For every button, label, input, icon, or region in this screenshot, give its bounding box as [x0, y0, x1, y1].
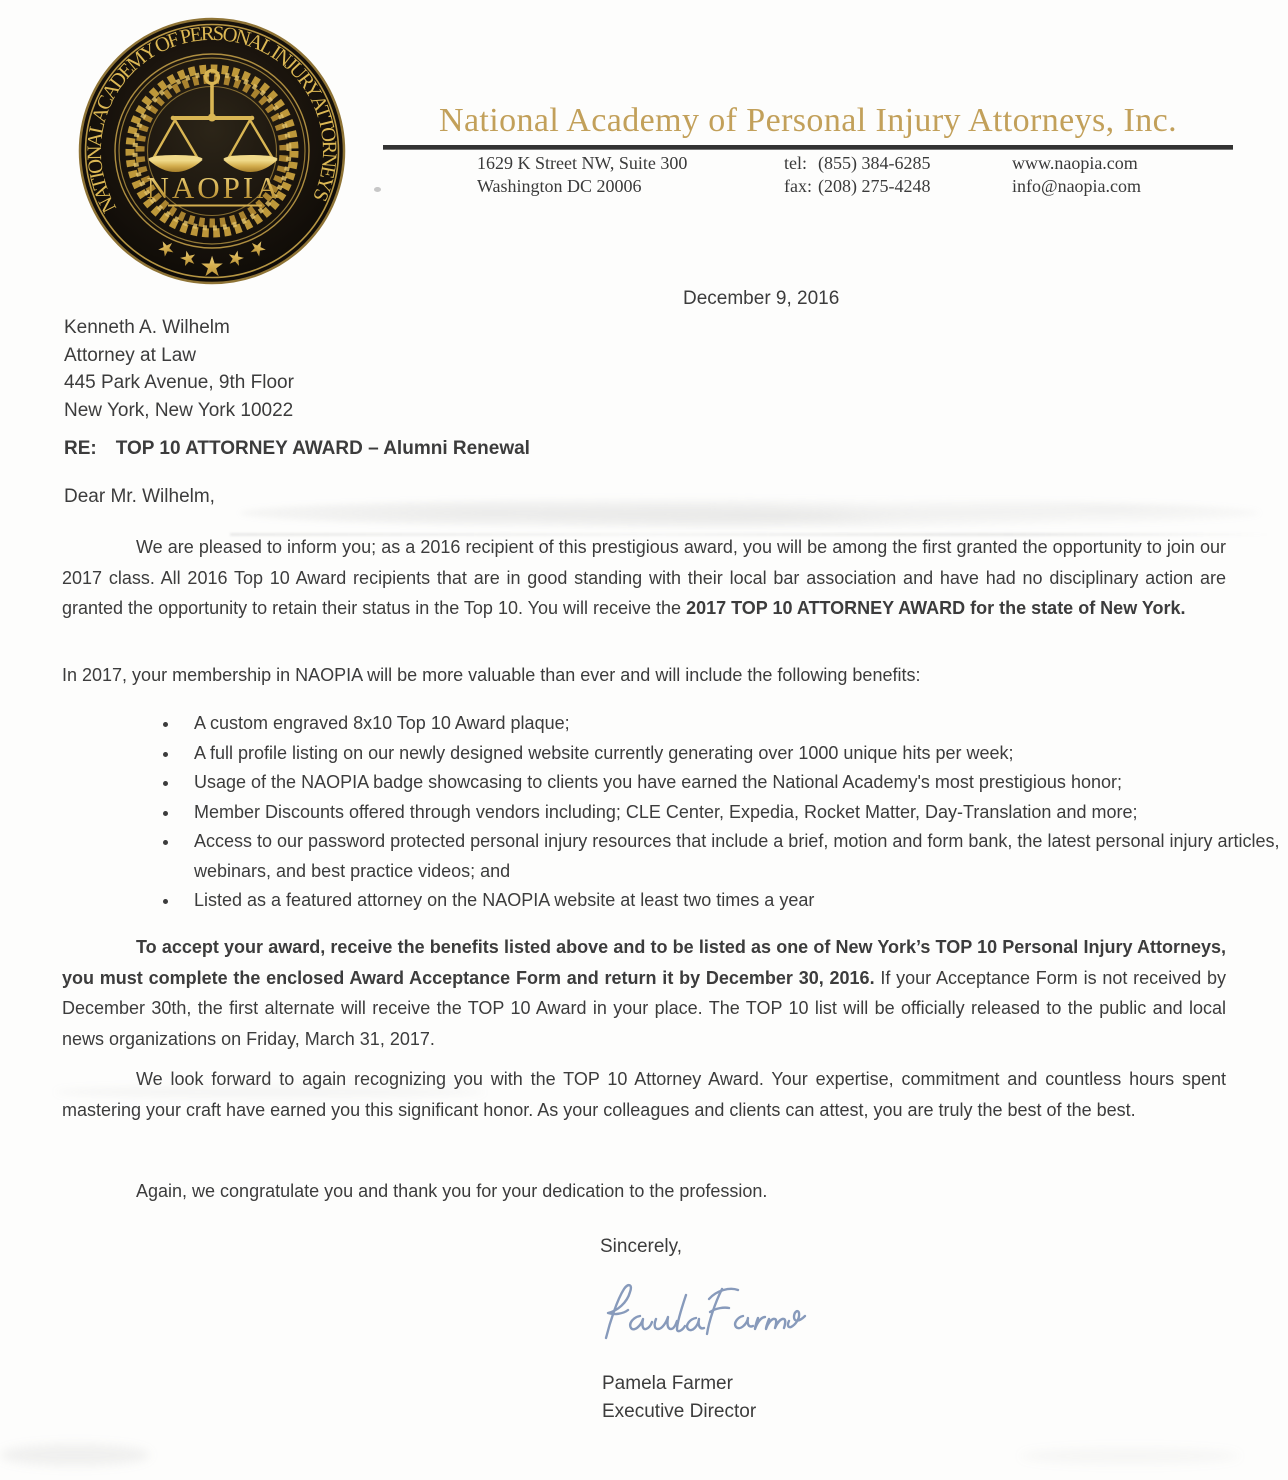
star-icon: ★ — [199, 250, 225, 283]
signer-title: Executive Director — [602, 1400, 757, 1422]
header-rule — [383, 145, 1233, 150]
benefit-item: • Member Discounts offered through vendors including; CLE Center, Expedia, Rocket Matter, Day-Translation and more; — [180, 798, 1288, 828]
paragraph-recognition: We look forward to again recognizing you with the TOP 10 Attorney Award. Your expertise, commitment and countless hours spent mastering your craft have earned you this significant honor. As your colleagues and clients can attest, you are truly the best of the best. — [62, 1069, 1226, 1120]
star-icon: ★ — [224, 244, 248, 272]
benefit-item: • Access to our password protected personal injury resources that include a brief, motion and form bank, the latest personal injury articles, webinars, and best practice videos; and — [180, 827, 1288, 886]
tel-number: (855) 384-6285 — [818, 153, 931, 173]
star-icon: ★ — [244, 233, 272, 263]
signer-name: Pamela Farmer — [602, 1373, 733, 1394]
benefit-item: • Listed as a featured attorney on the NAOPIA website at least two times a year — [180, 886, 1288, 916]
fax-label: fax: — [784, 176, 812, 196]
org-address — [477, 152, 687, 198]
tel-label: tel: — [784, 153, 807, 173]
closing: Sincerely, — [600, 1236, 683, 1257]
naopia-seal-logo — [78, 17, 346, 285]
org-name-title: National Academy of Personal Injury Attorneys, Inc. — [438, 102, 1177, 139]
paragraph-acceptance-deadline — [62, 932, 1226, 1054]
scan-smudge — [240, 498, 1260, 528]
recipient-address-block — [64, 314, 294, 424]
subject-label: RE: — [64, 438, 97, 459]
recipient-line: 445 Park Avenue, 9th Floor — [64, 372, 294, 393]
org-phone-fax — [784, 152, 930, 198]
seal-center-text: NAOPIA — [146, 170, 282, 205]
star-icon: ★ — [176, 244, 200, 272]
benefits-list — [62, 709, 1288, 916]
letter-date: December 9, 2016 — [683, 288, 840, 309]
subject-line — [64, 438, 530, 460]
address-line-1: 1629 K Street NW, Suite 300 — [477, 153, 688, 173]
scan-smudge — [1020, 1448, 1240, 1464]
benefit-item: • Usage of the NAOPIA badge showcasing to clients you have earned the National Academy's most prestigious honor; — [180, 768, 1288, 798]
paragraph-text: If your Acceptance Form is not received by December 30th, the first alternate will receive the TOP 10 Award in your place. The TOP 10 list will be officially released to the public and local news organizations on Friday, March 31, 2017. — [62, 967, 1227, 1049]
recipient-line: New York, New York 10022 — [64, 399, 294, 421]
recipient-name: Kenneth A. Wilhelm — [64, 317, 230, 338]
benefit-item: • A full profile listing on our newly designed website currently generating over 1000 unique hits per week; — [180, 739, 1288, 769]
handwritten-signature — [596, 1276, 808, 1348]
org-email: info@naopia.com — [1012, 176, 1142, 196]
paragraph-benefits-intro: In 2017, your membership in NAOPIA will be more valuable than ever and will include the following benefits: — [62, 665, 921, 685]
org-website: www.naopia.com — [1012, 153, 1138, 173]
paragraph-bold-text: 2017 TOP 10 ATTORNEY AWARD for the state of New York. — [686, 598, 1186, 618]
org-web-email — [1012, 152, 1141, 198]
star-icon: ★ — [152, 233, 180, 263]
paragraph-text: We are pleased to inform you; as a 2016 recipient of this prestigious award, you will be among the first granted the opportunity to join our 2017 class. All 2016 Top 10 Award recipients that are in good standing with their local bar association and have had no disciplinary action are granted the opportunity to retain their status in the Top 10. You will receive the — [62, 537, 1226, 618]
signature-block — [602, 1370, 756, 1425]
fax-number: (208) 275-4248 — [818, 176, 931, 196]
paragraph-bold-text: To accept your award, receive the benefits listed above and to be listed as one of New York’s TOP 10 Personal Injury Attorneys, you must complete the enclosed Award Acceptance Form and return it by December 30, 2016. — [62, 937, 1226, 988]
benefit-item: • A custom engraved 8x10 Top 10 Award plaque; — [180, 709, 1288, 739]
paragraph-congratulations: Again, we congratulate you and thank you for your dedication to the profession. — [136, 1181, 768, 1201]
scan-speck — [374, 187, 381, 192]
paragraph-award-notice — [62, 532, 1226, 624]
address-line-2: Washington DC 20006 — [477, 176, 642, 196]
subject-text: TOP 10 ATTORNEY AWARD – Alumni Renewal — [115, 438, 530, 459]
seal-ring-text: NATIONAL ACADEMY OF PERSONAL INJURY ATTORNEYS — [83, 22, 341, 217]
salutation: Dear Mr. Wilhelm, — [64, 486, 215, 507]
scan-smudge — [0, 1444, 150, 1466]
recipient-line: Attorney at Law — [64, 344, 197, 366]
